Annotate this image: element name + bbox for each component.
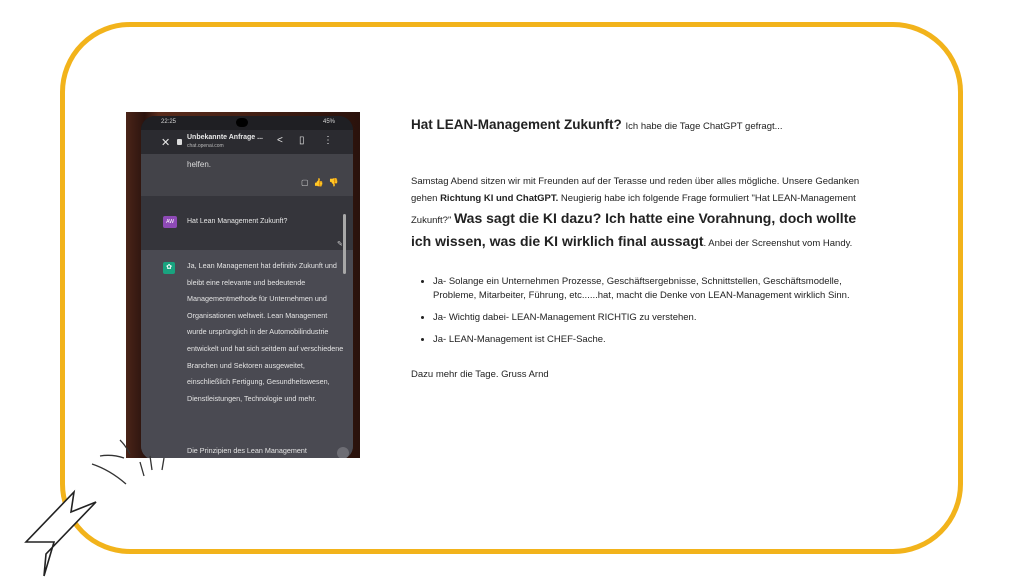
chatgpt-icon: ✿ xyxy=(163,262,175,274)
para-start: Samstag Abend sitzen wir mit Freunden auf der Terasse und reden über alles mögliche. Unsere Gedanken gehen xyxy=(411,176,860,204)
headline xyxy=(411,115,871,137)
para-end: . Anbei der Screenshut vom Handy. xyxy=(703,238,853,249)
para-big: Was sagt die KI dazu? Ich hatte eine Vorahnung, doch wollte ich wissen, was die KI wirklich final aussagt xyxy=(411,210,857,249)
bookmark-icon[interactable]: ▯ xyxy=(299,135,305,146)
share-icon[interactable]: < xyxy=(277,135,283,146)
cursor-icon xyxy=(0,0,220,582)
page-title: Unbekannte Anfrage ... xyxy=(187,134,263,141)
headline-small: Ich habe die Tage ChatGPT gefragt... xyxy=(625,121,783,132)
user-avatar: AW xyxy=(163,216,177,228)
previous-message-text: helfen. xyxy=(187,160,212,169)
bullet-list xyxy=(411,275,871,347)
answer-next-line: Die Prinzipien des Lean Management xyxy=(187,446,307,455)
headline-text: Hat LEAN-Management Zukunft? xyxy=(411,117,622,132)
para-bold: Richtung KI und ChatGPT. xyxy=(440,193,559,204)
status-time: 22:25 xyxy=(161,119,177,125)
footer-text: Dazu mehr die Tage. Gruss Arnd xyxy=(411,369,549,380)
close-icon[interactable]: ✕ xyxy=(161,137,171,149)
answer-text: Ja, Lean Management hat definitiv Zukunft und bleibt eine relevante und bedeutende Managementmethode für Unternehmen und Organisationen weltweit. Lean Management wurde ursprünglich in der Automobilindustrie entwickelt und hat sich seitdem auf verschiedene Branchen und Sektoren ausgeweitet, einschließlich Fertigung, Gesundheitswesen, Dienstleistungen, Technologie und mehr. xyxy=(187,261,344,403)
bullet-item: • Ja- LEAN-Management ist CHEF-Sache. xyxy=(433,333,871,347)
camera-notch xyxy=(236,118,248,127)
page-domain: chat.openai.com xyxy=(187,143,224,149)
bullet-item: • Ja- Solange ein Unternehmen Prozesse, Geschäftsergebnisse, Schnittstellen, Geschäftsmodelle, Probleme, Mitarbeiter, Führung, etc......hat, macht die Denke von LEAN-Management wirklich Sinn. xyxy=(433,275,871,303)
more-icon[interactable]: ⋮ xyxy=(323,135,333,146)
scroll-down-button[interactable] xyxy=(337,447,349,458)
status-battery: 45% xyxy=(322,119,335,125)
edit-icon[interactable]: ✎ xyxy=(337,241,343,248)
scrollbar[interactable] xyxy=(343,214,346,274)
bullet-item: • Ja- Wichtig dabei- LEAN-Management RICHTIG zu verstehen. xyxy=(433,311,871,325)
intro-paragraph xyxy=(411,173,871,253)
article-content xyxy=(411,115,871,380)
para-mid: Neugierig habe ich folgende Frage formuliert "Hat LEAN-Management Zukunft?" xyxy=(411,193,856,226)
message-actions[interactable]: ▢👍👎 xyxy=(301,178,344,187)
user-question: Hat Lean Management Zukunft? xyxy=(187,218,288,225)
